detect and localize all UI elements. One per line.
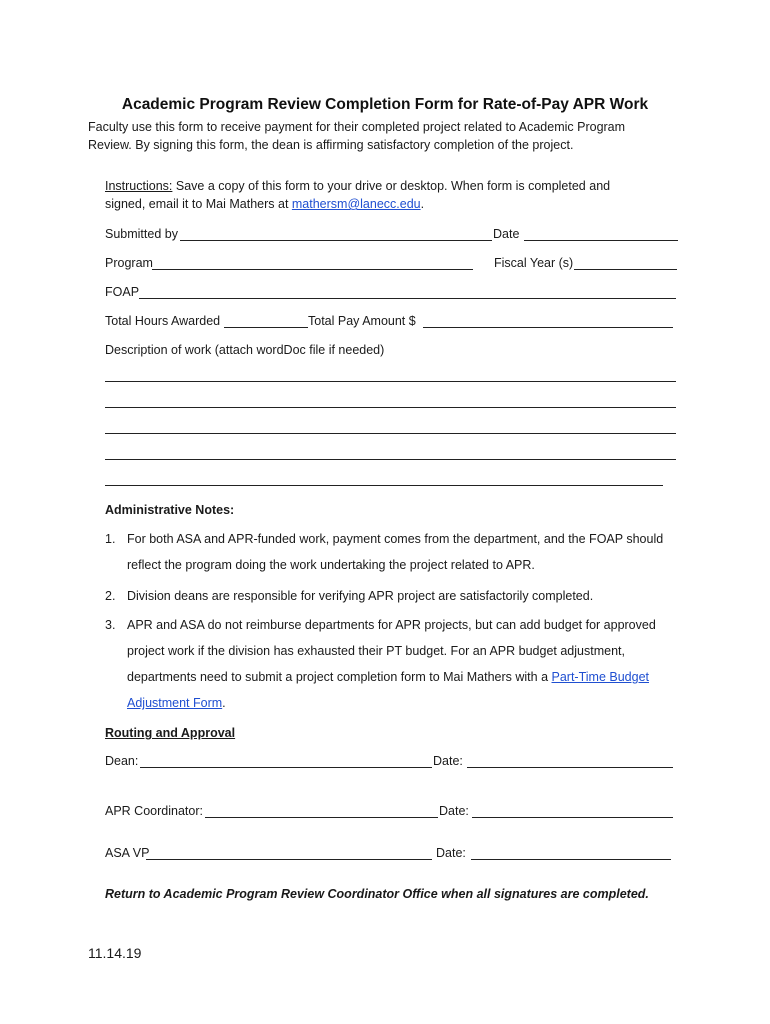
instructions-text-1: Save a copy of this form to your drive or desktop. When form is completed and	[172, 179, 611, 193]
total-pay-label: Total Pay Amount $	[308, 314, 416, 328]
fiscal-year-label: Fiscal Year (s)	[494, 256, 574, 270]
instructions-line-2: signed, email it to Mai Mathers at mathersm@lanecc.edu.	[105, 197, 425, 211]
admin-item-1-line-2: reflect the program doing the work undertaking the project related to APR.	[127, 558, 535, 572]
routing-heading: Routing and Approval	[105, 726, 236, 740]
admin-notes-heading: Administrative Notes:	[105, 503, 235, 517]
date-field[interactable]	[524, 240, 678, 241]
return-note: Return to Academic Program Review Coordinator Office when all signatures are completed.	[105, 887, 649, 901]
description-label: Description of work (attach wordDoc file if needed)	[105, 343, 385, 357]
program-field[interactable]	[152, 269, 473, 270]
asa-vp-label: ASA VP	[105, 846, 150, 860]
instructions-label: Instructions:	[105, 179, 173, 193]
version-date: 11.14.19	[88, 945, 142, 961]
pt-budget-link[interactable]: Part-Time Budget	[551, 670, 649, 684]
admin-item-3-line-3: departments need to submit a project completion form to Mai Mathers with a Part-Time Budget	[127, 670, 649, 684]
instructions-line-1	[105, 178, 610, 194]
description-line[interactable]	[105, 381, 676, 382]
intro-line-1: Faculty use this form to receive payment for their completed project related to Academic Program	[88, 120, 626, 134]
admin-item-3-line-1: APR and ASA do not reimburse departments for APR projects, but can add budget for approved	[127, 618, 656, 632]
description-line[interactable]	[105, 433, 676, 434]
dean-signature-field[interactable]	[140, 767, 432, 768]
foap-label: FOAP	[105, 285, 140, 299]
fiscal-year-field[interactable]	[574, 269, 677, 270]
asa-vp-signature-field[interactable]	[146, 859, 432, 860]
email-link[interactable]: mathersm@lanecc.edu	[291, 197, 421, 211]
foap-field[interactable]	[139, 298, 676, 299]
apr-date-label: Date:	[439, 804, 469, 818]
date-label: Date	[493, 227, 520, 241]
admin-item-3-line-2: project work if the division has exhausted their PT budget. For an APR budget adjustment,	[127, 644, 625, 658]
instructions-text-2: signed, email it to Mai Mathers at	[105, 197, 292, 211]
dean-date-field[interactable]	[467, 767, 673, 768]
admin-item-1-line-1: For both ASA and APR-funded work, payment comes from the department, and the FOAP should	[127, 532, 664, 546]
list-number: 3.	[105, 618, 116, 632]
asa-date-label: Date:	[436, 846, 466, 860]
apr-coordinator-label: APR Coordinator:	[105, 804, 203, 818]
submitted-by-field[interactable]	[180, 240, 492, 241]
submitted-by-label: Submitted by	[105, 227, 178, 241]
list-number: 1.	[105, 532, 116, 546]
list-number: 2.	[105, 589, 116, 603]
dean-date-label: Date:	[433, 754, 463, 768]
apr-coordinator-signature-field[interactable]	[205, 817, 438, 818]
intro-line-2: Review. By signing this form, the dean is affirming satisfactory completion of the project.	[88, 138, 574, 152]
description-line[interactable]	[105, 485, 663, 486]
apr-date-field[interactable]	[472, 817, 673, 818]
admin-item-2-line-1: Division deans are responsible for verifying APR project are satisfactorily completed.	[127, 589, 594, 603]
admin-item-3-line-4: Adjustment Form.	[127, 696, 226, 710]
total-hours-label: Total Hours Awarded	[105, 314, 221, 328]
total-pay-field[interactable]	[423, 327, 673, 328]
description-line[interactable]	[105, 407, 676, 408]
form-title: Academic Program Review Completion Form for Rate-of-Pay APR Work	[121, 96, 649, 113]
asa-date-field[interactable]	[471, 859, 671, 860]
adjustment-form-link[interactable]: Adjustment Form	[127, 696, 223, 710]
total-hours-field[interactable]	[224, 327, 308, 328]
program-label: Program	[105, 256, 153, 270]
dean-label: Dean:	[105, 754, 139, 768]
description-line[interactable]	[105, 459, 676, 460]
